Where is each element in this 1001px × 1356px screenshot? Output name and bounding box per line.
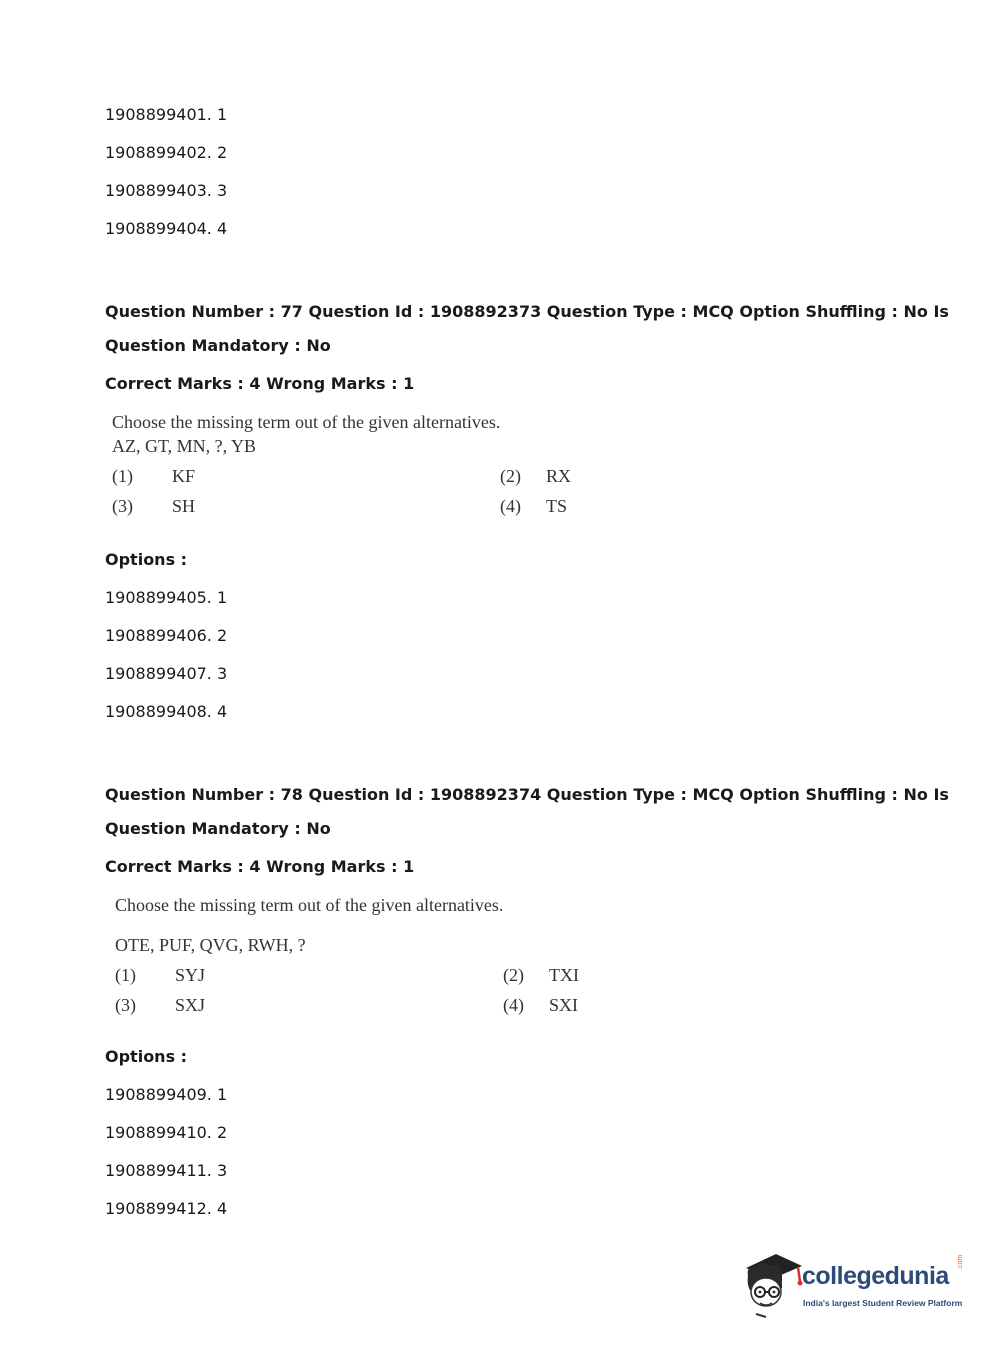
option-item: 1908899402. 2 bbox=[105, 143, 228, 162]
q78-choice-text: SXJ bbox=[175, 995, 206, 1015]
q78-choice-num: (4) bbox=[503, 995, 524, 1015]
option-item: 1908899405. 1 bbox=[105, 588, 228, 607]
q77-series: AZ, GT, MN, ?, YB bbox=[112, 436, 256, 456]
q77-choice-num: (3) bbox=[112, 496, 133, 516]
q78-instruction: Choose the missing term out of the given alternatives. bbox=[115, 895, 504, 915]
q77-choice-text: RX bbox=[546, 466, 572, 486]
logo-wordmark: collegedunia bbox=[802, 1262, 949, 1290]
q78-choice-text: SYJ bbox=[175, 965, 206, 985]
q77-mandatory: Question Mandatory : No bbox=[105, 336, 331, 355]
q78-series: OTE, PUF, QVG, RWH, ? bbox=[115, 935, 306, 955]
q78-marks: Correct Marks : 4 Wrong Marks : 1 bbox=[105, 857, 415, 876]
q77-choice-text: TS bbox=[546, 496, 568, 516]
option-item: 1908899412. 4 bbox=[105, 1199, 228, 1218]
option-item: 1908899408. 4 bbox=[105, 702, 228, 721]
q77-choice-num: (4) bbox=[500, 496, 521, 516]
option-item: 1908899401. 1 bbox=[105, 105, 228, 124]
q78-mandatory: Question Mandatory : No bbox=[105, 819, 331, 838]
q77-choice-num: (1) bbox=[112, 466, 133, 486]
mascot-icon bbox=[742, 1248, 804, 1318]
q78-choice-text: SXI bbox=[549, 995, 579, 1015]
option-item: 1908899410. 2 bbox=[105, 1123, 228, 1142]
q77-choice-text: KF bbox=[172, 466, 196, 486]
q78-choice-text: TXI bbox=[549, 965, 579, 985]
option-item: 1908899409. 1 bbox=[105, 1085, 228, 1104]
q77-marks: Correct Marks : 4 Wrong Marks : 1 bbox=[105, 374, 415, 393]
option-item: 1908899403. 3 bbox=[105, 181, 228, 200]
logo-tagline: India's largest Student Review Platform bbox=[803, 1298, 963, 1308]
q77-question-image bbox=[112, 412, 592, 522]
q78-choice-num: (3) bbox=[115, 995, 136, 1015]
q78-header: Question Number : 78 Question Id : 1908892374 Question Type : MCQ Option Shuffling : No Is bbox=[105, 785, 949, 804]
option-item: 1908899406. 2 bbox=[105, 626, 228, 645]
option-item: 1908899411. 3 bbox=[105, 1161, 228, 1180]
q77-options-label: Options : bbox=[105, 550, 188, 569]
option-item: 1908899404. 4 bbox=[105, 219, 228, 238]
q77-header: Question Number : 77 Question Id : 1908892373 Question Type : MCQ Option Shuffling : No Is bbox=[105, 302, 949, 321]
collegedunia-logo[interactable] bbox=[742, 1248, 972, 1318]
q78-choice-num: (1) bbox=[115, 965, 136, 985]
q78-options-label: Options : bbox=[105, 1047, 188, 1066]
q78-choice-num: (2) bbox=[503, 965, 524, 985]
option-item: 1908899407. 3 bbox=[105, 664, 228, 683]
q78-question-image bbox=[115, 895, 595, 1020]
q77-choice-text: SH bbox=[172, 496, 196, 516]
q77-instruction: Choose the missing term out of the given alternatives. bbox=[112, 412, 501, 432]
logo-suffix: .com bbox=[957, 1254, 964, 1270]
q77-choice-num: (2) bbox=[500, 466, 521, 486]
